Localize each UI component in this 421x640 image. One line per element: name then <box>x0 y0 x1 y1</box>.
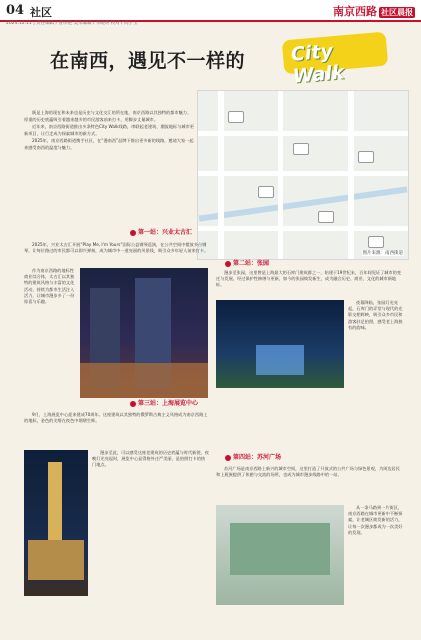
sec4-title: 第四站：苏河广场 <box>225 452 281 461</box>
sec2-text: 漫步至张园，这里曾是上海最大的石库门建筑群之一，始建于19世纪末，百年间见证了城市的变迁与发展。经过保护性修缮与更新，如今的张园焕发新生，成为融合历史、商业、文化的城市新地标。 <box>216 270 402 288</box>
logo: 社区晨报 <box>381 8 413 17</box>
sec2-text-b: 夜幕降临，张园灯光亮起，石库门的弄堂与现代的光影交相辉映，吸引众多市民和游客驻足拍照，感受老上海独有的韵味。 <box>348 300 403 330</box>
masthead: 南京西路 社区晨报 <box>333 5 413 18</box>
sec1-text: 2025年，兴业太古汇开展“Play Me, I'm Yours”国际公益钢琴巡演，在公共空间中摆放多台钢琴，让每位路过的市民都可以即兴弹奏，成为城市中一道亮丽的风景线，吸引众多年轻人前来打卡。 <box>24 242 209 254</box>
page-number: 04 <box>6 3 25 18</box>
page-header <box>0 0 421 22</box>
route-map <box>197 90 409 260</box>
photo-taikoo <box>80 268 208 398</box>
section-name: 社区 <box>30 6 52 19</box>
sec1-title: 第一站：兴业太古汇 <box>130 227 192 236</box>
sec4-text-b: 从一条马路到一片街区，南京西路在城市更新中不断探索，让老城区焕发新的活力，让每一次漫步都成为一次美好的发现。 <box>348 505 403 535</box>
sec1-text-b: 作为南京西路的地标性商业综合体，太古汇以其独特的建筑风格与丰富的文化活动，持续为都市生活注入活力，让城市漫步多了一份惊喜与乐趣。 <box>24 268 75 305</box>
sec2-title: 第二站：张园 <box>225 258 269 267</box>
photo-exhibition-center <box>24 450 88 596</box>
issue-meta: 2024.12.11 | 责任编辑 / 曹伟艳 美术编辑 / 李晓明 校对 / 高子玉 <box>6 21 138 26</box>
photo-zhangyuan <box>216 300 344 388</box>
map-caption: 图片来源：南西街道 <box>362 251 403 256</box>
citywalk-badge: City Walk <box>282 32 389 75</box>
intro-text: 既是上海的现在和未来也是历史与文化交汇的所在地，南京西路以其独特的都市魅力、厚重的历史底蕴吸引着越来越多的市民游客前来打卡，用脚步丈量城市。 近年来，南京西路街道推出多条特色City Walk线路，串联起老建筑、潮流地标与城市更新项目，让行走成为探索城市的新方式。 2025年，南京西路街道携手社区，在“漫南西”品牌下推出更多新的线路，邀请大家一起来感受南西的温度与魅力。 <box>24 110 194 150</box>
sec3-text: 9月，上海展览中心迎来建成70周年。这座建筑以其独特的俄罗斯古典主义风格成为南京西路上的地标，金色的尖塔在夜色中熠熠生辉。 <box>24 412 208 424</box>
photo-suhe-square <box>216 505 344 605</box>
sec4-text: 苏河广场是南京西路上新兴的城市空间，这里打造了开放式的公共广场与绿色景观，为周边居民和上班族提供了休憩与交流的场所，也成为城市漫步线路中的一站。 <box>216 466 400 478</box>
sec3-title: 第三站：上海展览中心 <box>130 398 198 407</box>
headline: 在南西，遇见不一样的 <box>50 50 246 72</box>
sec3-text-b: 漫步至此，可以感受这座老建筑的历史底蕴与时代新貌，夜晚灯光亮起时，展览中心显得格外庄严美丽，是拍照打卡的热门地点。 <box>92 450 209 468</box>
